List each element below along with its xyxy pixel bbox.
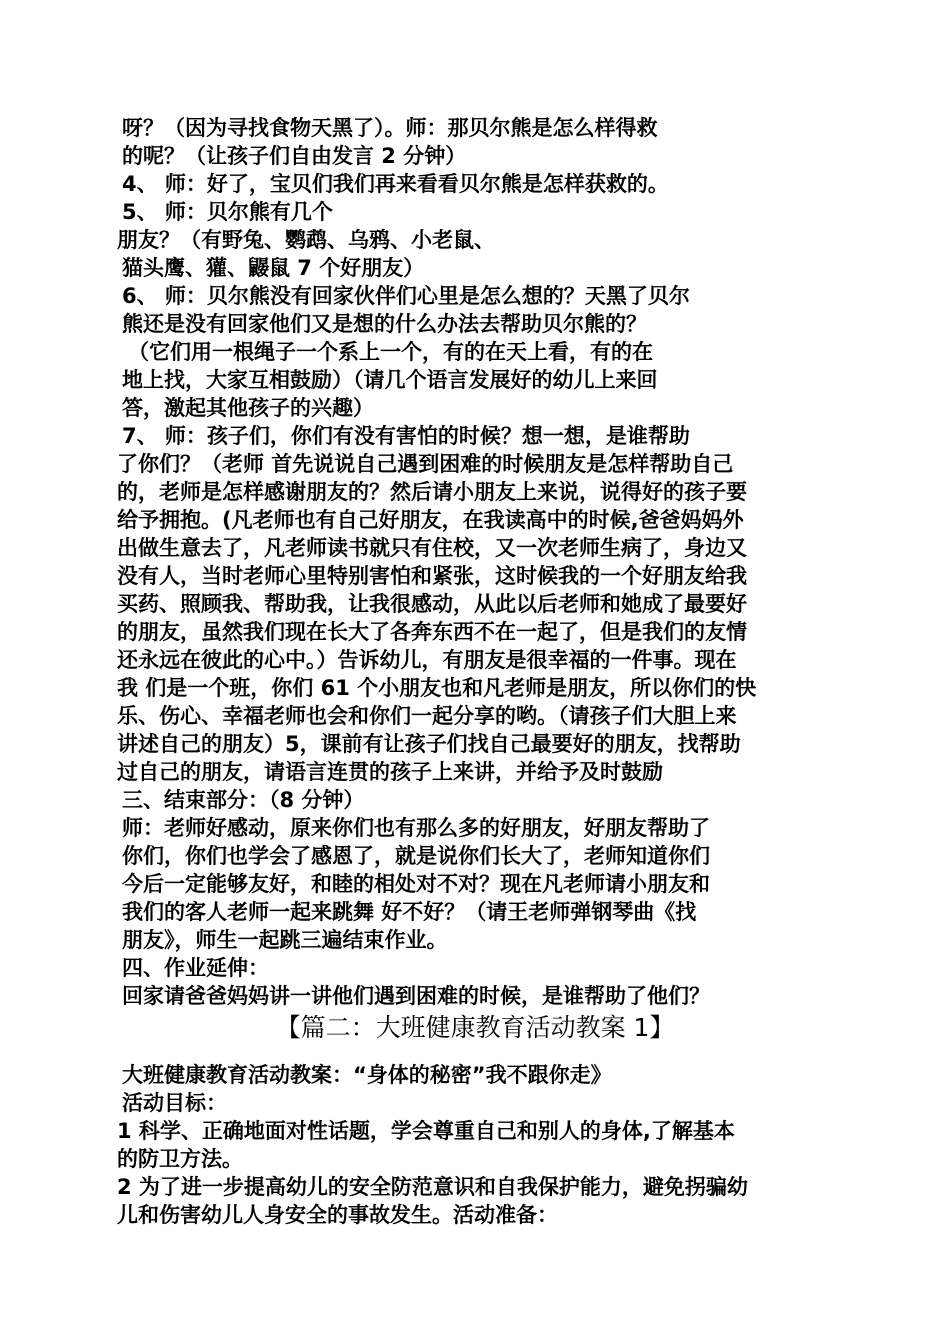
text-line: 熊还是没有回家他们又是想的什么办法去帮助贝尔熊的？: [122, 312, 647, 336]
text-line: （它们用一根绳子一个系上一个，有的在天上看，有的在: [128, 340, 653, 364]
text-line: 朋友？（有野兔、鹦鹉、乌鸦、小老鼠、: [117, 228, 495, 252]
text-line: 四、作业延伸：: [122, 956, 269, 980]
text-line: 给予拥抱。(凡老师也有自己好朋友，在我读高中的时候,爸爸妈妈外: [117, 508, 744, 532]
text-line: 呀？（因为寻找食物天黑了）。师：那贝尔熊是怎么样得救: [122, 116, 658, 140]
text-line: 讲述自己的朋友）5，课前有让孩子们找自己最要好的朋友，找帮助: [117, 732, 741, 756]
text-line: 回家请爸爸妈妈讲一讲他们遇到困难的时候，是谁帮助了他们？: [122, 984, 710, 1008]
text-line: 的呢？（让孩子们自由发言 2 分钟）: [122, 144, 467, 168]
text-line: 地上找，大家互相鼓励）（请几个语言发展好的幼儿上来回: [122, 368, 658, 392]
text-line: 买药、照顾我、帮助我，让我很感动，从此以后老师和她成了最要好: [117, 592, 747, 616]
text-line: 三、结束部分：（8 分钟）: [122, 788, 365, 812]
text-line: 2 为了进一步提高幼儿的安全防范意识和自我保护能力，避免拐骗幼: [117, 1175, 748, 1199]
text-line: 的朋友，虽然我们现在长大了各奔东西不在一起了，但是我们的友情: [117, 620, 747, 644]
text-line: 没有人，当时老师心里特别害怕和紧张，这时候我的一个好朋友给我: [117, 564, 747, 588]
text-line: 师：老师好感动，原来你们也有那么多的好朋友，好朋友帮助了: [122, 816, 710, 840]
text-line: 答，激起其他孩子的兴趣）: [122, 396, 374, 420]
text-line: 5、 师：贝尔熊有几个: [122, 200, 333, 224]
text-line: 大班健康教育活动教案：“身体的秘密”我不跟你走》: [122, 1063, 612, 1087]
text-line: 乐、伤心、幸福老师也会和你们一起分享的哟。（请孩子们大胆上来: [117, 704, 737, 728]
text-line: 还永远在彼此的心中。）告诉幼儿，有朋友是很幸福的一件事。现在: [117, 648, 737, 672]
text-line: 的防卫方法。: [117, 1147, 243, 1171]
text-line: 朋友》，师生一起跳三遍结束作业。: [122, 928, 448, 952]
text-line: 的，老师是怎样感谢朋友的？然后请小朋友上来说，说得好的孩子要: [117, 480, 747, 504]
text-line: 7、 师：孩子们，你们有没有害怕的时候？想一想，是谁帮助: [122, 424, 690, 448]
text-line: 你们，你们也学会了感恩了，就是说你们长大了，老师知道你们: [122, 844, 710, 868]
text-line: 1 科学、正确地面对性话题，学会尊重自己和别人的身体,了解基本: [117, 1119, 735, 1143]
text-line: 4、 师：好了，宝贝们我们再来看看贝尔熊是怎样获救的。: [122, 172, 669, 196]
text-line: 6、 师：贝尔熊没有回家伙伴们心里是怎么想的？天黑了贝尔: [122, 284, 690, 308]
text-line: 过自己的朋友，请语言连贯的孩子上来讲，并给予及时鼓励: [117, 760, 663, 784]
text-line: 猫头鹰、獾、鼹鼠 7 个好朋友）: [122, 256, 425, 280]
text-line: 出做生意去了，凡老师读书就只有住校，又一次老师生病了，身边又: [117, 536, 747, 560]
text-line: 我们的客人老师一起来跳舞 好不好？（请王老师弹钢琴曲《找: [122, 900, 697, 924]
text-line: 我 们是一个班，你们 61 个小朋友也和凡老师是朋友，所以你们的快: [117, 676, 757, 700]
section-heading: 【篇二：大班健康教育活动教案 1】: [275, 1013, 675, 1042]
text-line: 儿和伤害幼儿人身安全的事故发生。活动准备：: [117, 1203, 558, 1227]
text-line: 活动目标：: [122, 1091, 227, 1115]
text-line: 今后一定能够友好，和睦的相处对不对？现在凡老师请小朋友和: [122, 872, 710, 896]
text-line: 了你们？（老师 首先说说自己遇到困难的时候朋友是怎样帮助自己: [117, 452, 734, 476]
